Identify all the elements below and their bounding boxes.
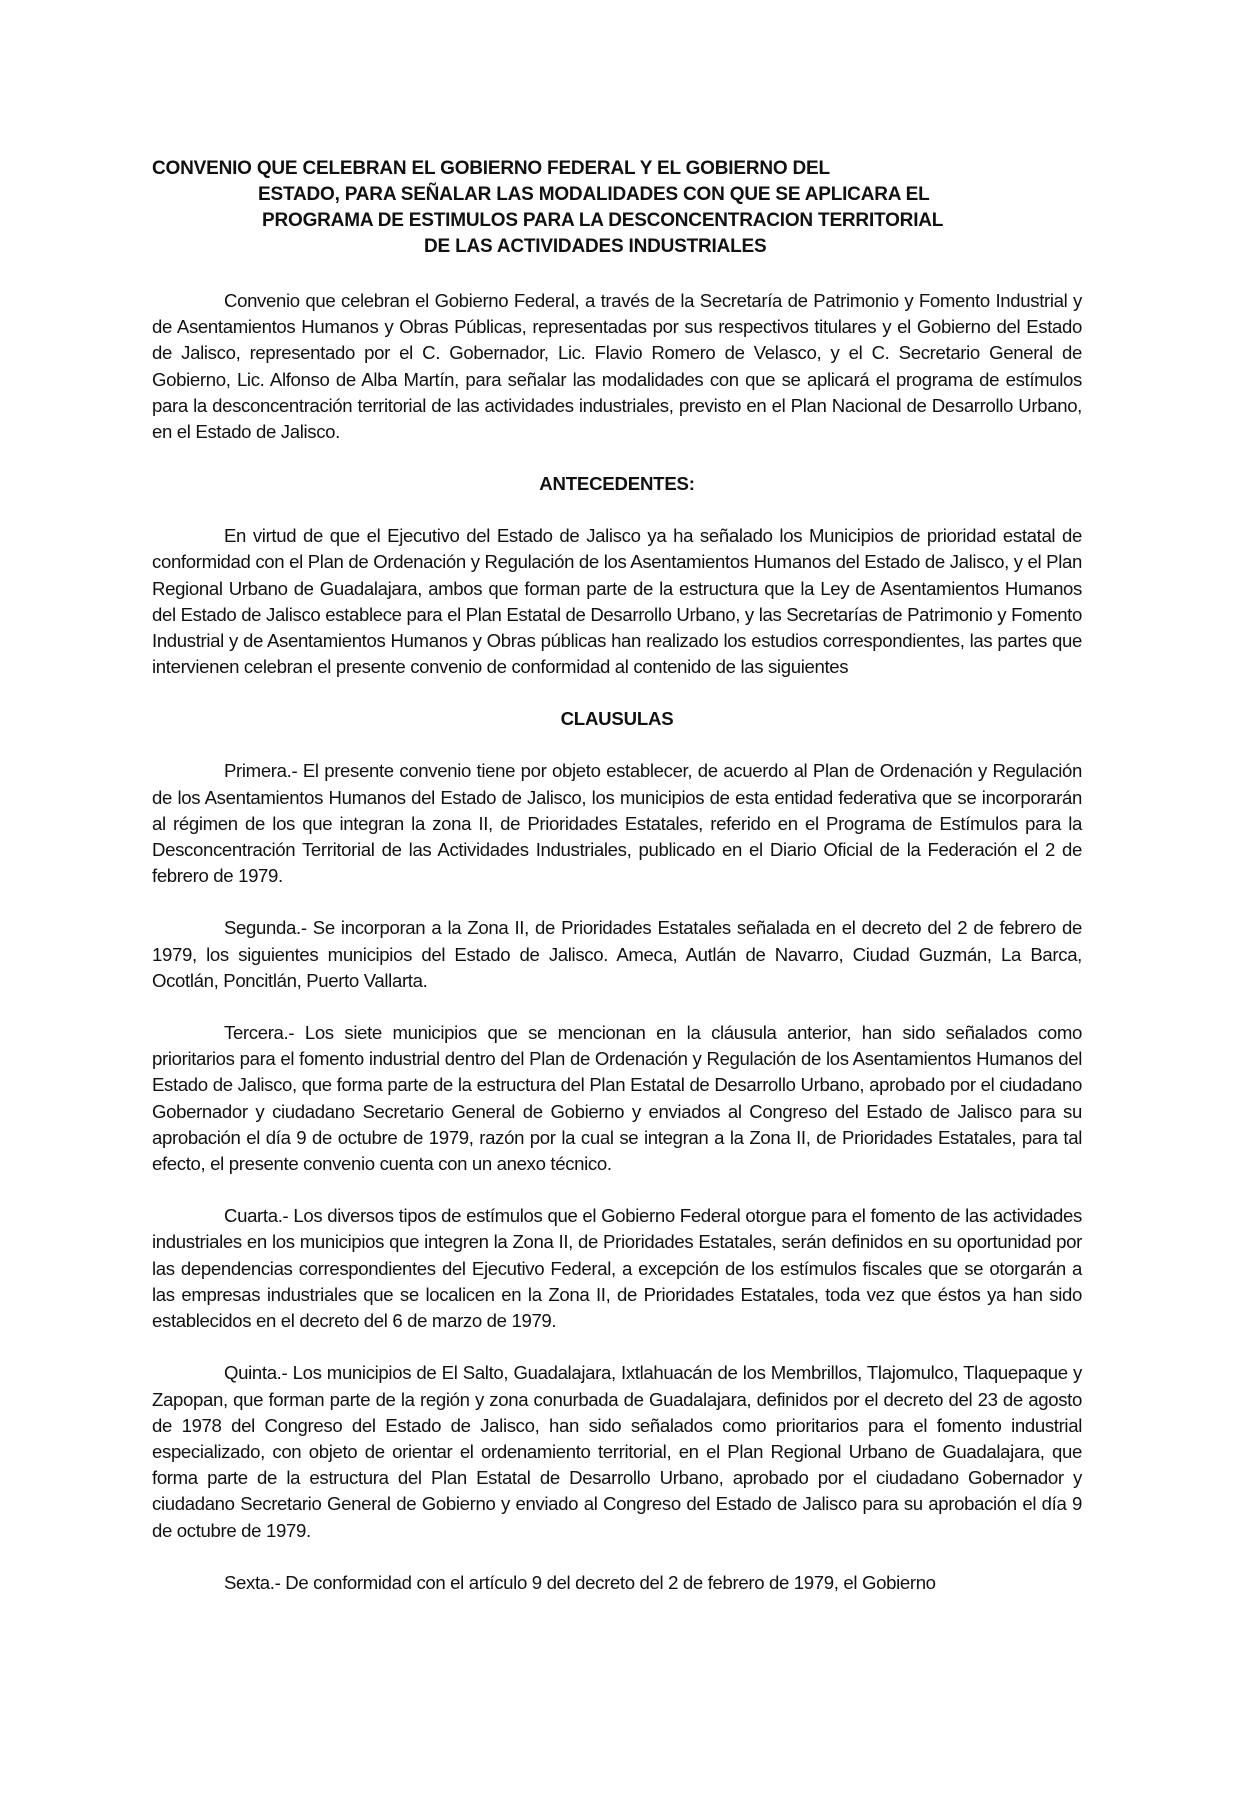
- clausula-cuarta: Cuarta.- Los diversos tipos de estímulos que el Gobierno Federal otorgue para el fomento de las actividades industriales en los municipios que integren la Zona II, de Prioridades Estatales, serán definidos en su oportunidad por las dependencias correspondientes del Ejecutivo Federal, a excepción de los estímulos fiscales que se otorgarán a las empresas industriales que se localicen en la Zona II, de Prioridades Estatales, toda vez que éstos ya han sido establecidos en el decreto del 6 de marzo de 1979.: [152, 1205, 1082, 1332]
- title-line: PROGRAMA DE ESTIMULOS PARA LA DESCONCENTRACION TERRITORIAL: [262, 210, 944, 231]
- title-line: CONVENIO QUE CELEBRAN EL GOBIERNO FEDERAL Y EL GOBIERNO DEL: [152, 158, 830, 179]
- antecedentes-paragraph: En virtud de que el Ejecutivo del Estado de Jalisco ya ha señalado los Municipios de prioridad estatal de conformidad con el Plan de Ordenación y Regulación de los Asentamientos Humanos del Estado de Jalisco, y el Plan Regional Urbano de Guadalajara, ambos que forman parte de la estructura que la Ley de Asentamientos Humanos del Estado de Jalisco establece para el Plan Estatal de Desarrollo Urbano, y las Secretarías de Patrimonio y Fomento Industrial y de Asentamientos Humanos y Obras públicas han realizado los estudios correspondientes, las partes que intervienen celebran el presente convenio de conformidad al contenido de las siguientes: [152, 525, 1082, 678]
- clausulas-heading: CLAUSULAS: [560, 708, 674, 730]
- title-line: DE LAS ACTIVIDADES INDUSTRIALES: [424, 236, 767, 257]
- title-line: ESTADO, PARA SEÑALAR LAS MODALIDADES CON QUE SE APLICARA EL: [258, 184, 930, 205]
- intro-paragraph: Convenio que celebran el Gobierno Federal, a través de la Secretaría de Patrimonio y Fomento Industrial y de Asentamientos Humanos y Obras Públicas, representadas por sus respectivos titulares y el Gobierno del Estado de Jalisco, representado por el C. Gobernador, Lic. Flavio Romero de Velasco, y el C. Secretario General de Gobierno, Lic. Alfonso de Alba Martín, para señalar las modalidades con que se aplicará el programa de estímulos para la desconcentración territorial de las actividades industriales, previsto en el Plan Nacional de Desarrollo Urbano, en el Estado de Jalisco.: [152, 290, 1082, 443]
- clausula-primera: Primera.- El presente convenio tiene por objeto establecer, de acuerdo al Plan de Ordenación y Regulación de los Asentamientos Humanos del Estado de Jalisco, los municipios de esta entidad federativa que se incorporarán al régimen de los que integran la zona II, de Prioridades Estatales, referido en el Programa de Estímulos para la Desconcentración Territorial de las Actividades Industriales, publicado en el Diario Oficial de la Federación el 2 de febrero de 1979.: [152, 760, 1082, 887]
- clausula-sexta: Sexta.- De conformidad con el artículo 9 del decreto del 2 de febrero de 1979, el Gobierno: [224, 1571, 936, 1593]
- document-body: [152, 288, 1082, 1622]
- clausula-segunda: Segunda.- Se incorporan a la Zona II, de Prioridades Estatales señalada en el decreto del 2 de febrero de 1979, los siguientes municipios del Estado de Jalisco. Ameca, Autlán de Navarro, Ciudad Guzmán, La Barca, Ocotlán, Poncitlán, Puerto Vallarta.: [152, 917, 1082, 991]
- clausula-tercera: Tercera.- Los siete municipios que se mencionan en la cláusula anterior, han sido señalados como prioritarios para el fomento industrial dentro del Plan de Ordenación y Regulación de los Asentamientos Humanos del Estado de Jalisco, que forma parte de la estructura del Plan Estatal de Desarrollo Urbano, aprobado por el ciudadano Gobernador y ciudadano Secretario General de Gobierno y enviados al Congreso del Estado de Jalisco para su aprobación el día 9 de octubre de 1979, razón por la cual se integran a la Zona II, de Prioridades Estatales, para tal efecto, el presente convenio cuenta con un anexo técnico.: [152, 1022, 1082, 1175]
- clausula-quinta: Quinta.- Los municipios de El Salto, Guadalajara, Ixtlahuacán de los Membrillos, Tlajomulco, Tlaquepaque y Zapopan, que forman parte de la región y zona conurbada de Guadalajara, definidos por el decreto del 23 de agosto de 1978 del Congreso del Estado de Jalisco, han sido señalados como prioritarios para el fomento industrial especializado, con objeto de orientar el ordenamiento territorial, en el Plan Regional Urbano de Guadalajara, que forma parte de la estructura del Plan Estatal de Desarrollo Urbano, aprobado por el ciudadano Gobernador y ciudadano Secretario General de Gobierno y enviado al Congreso del Estado de Jalisco para su aprobación el día 9 de octubre de 1979.: [152, 1362, 1082, 1541]
- antecedentes-heading: ANTECEDENTES:: [539, 473, 695, 495]
- document-title: [152, 156, 1092, 260]
